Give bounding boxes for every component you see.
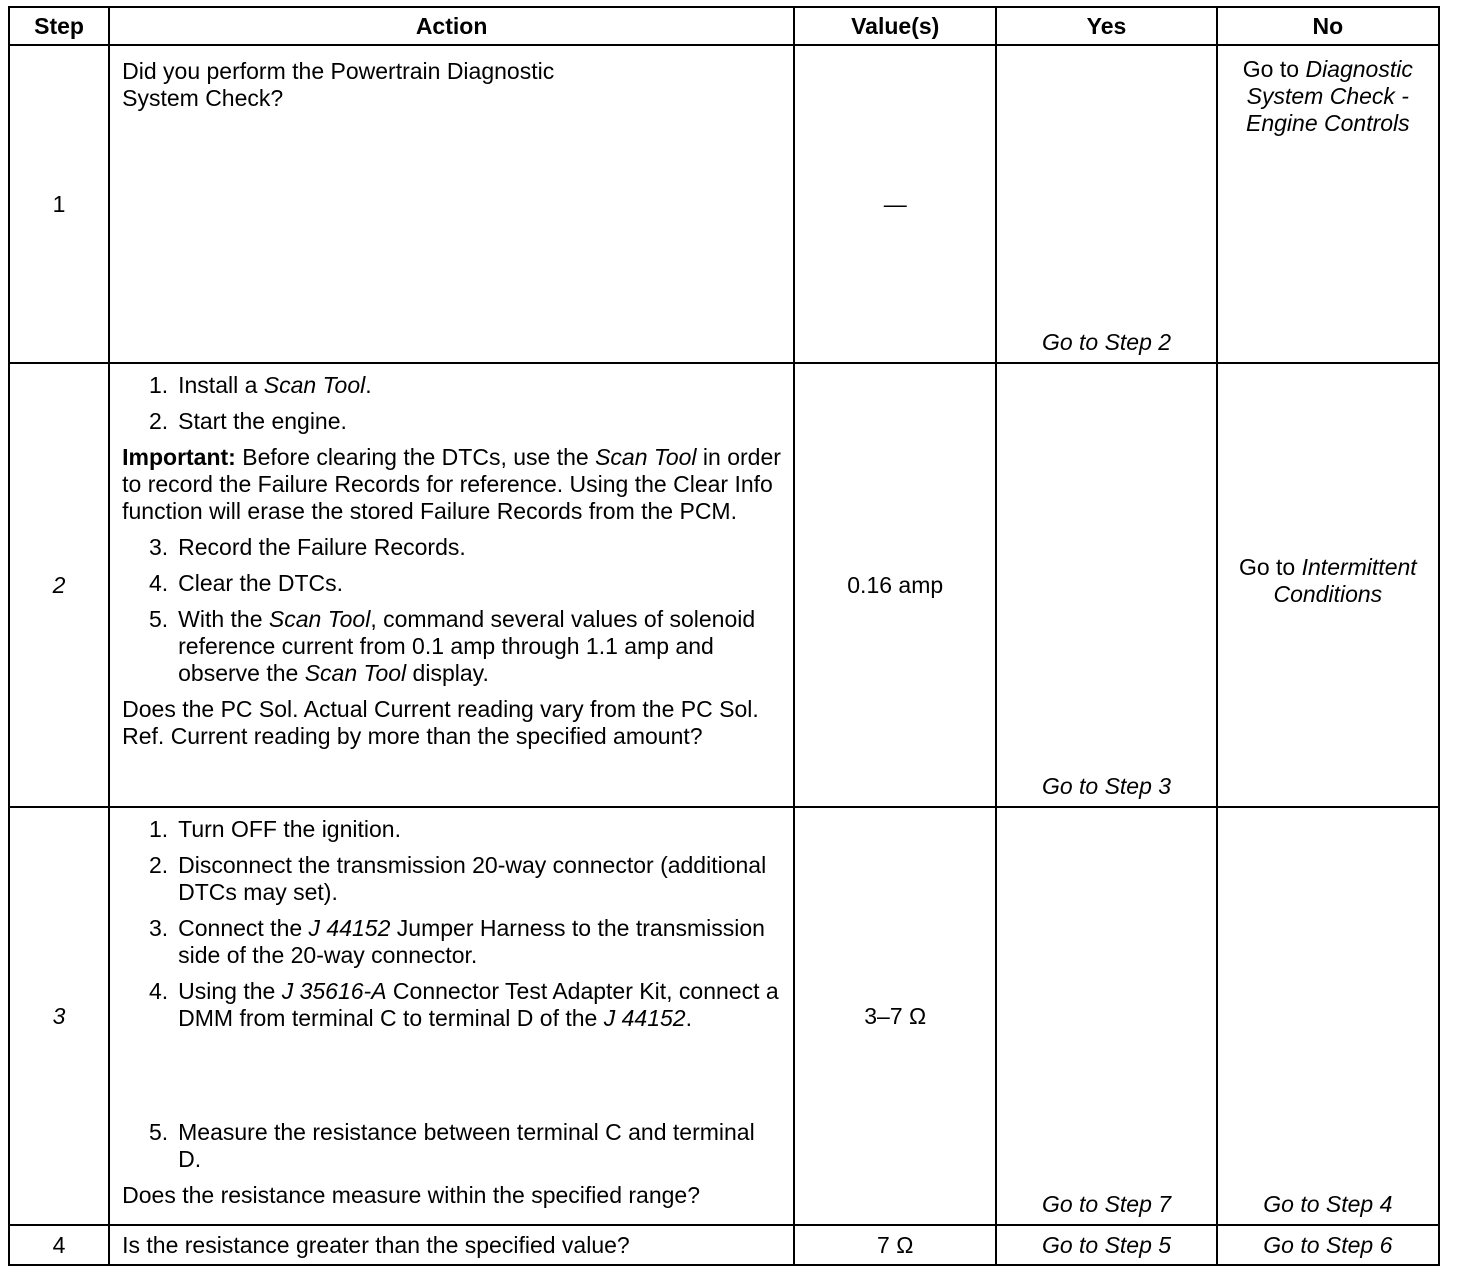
important-note: Important: Before clearing the DTCs, use the Scan Tool in order to record the Failure Records for reference. Using the Clear Info function will erase the stored Failure Records from the PCM. — [122, 444, 781, 524]
header-step: Step — [9, 7, 109, 45]
value-cell: 3–7 Ω — [794, 807, 996, 1225]
header-values: Value(s) — [794, 7, 996, 45]
list-item: 1. Turn OFF the ignition. — [148, 816, 401, 842]
yes-link[interactable]: Go to Step 2 — [1041, 329, 1172, 355]
list-item: 2. Disconnect the transmission 20-way connector (additional DTCs may set). — [148, 852, 767, 905]
yes-link[interactable]: Go to Step 3 — [1041, 773, 1172, 799]
action-steps — [122, 1119, 783, 1173]
question-text: Does the resistance measure within the specified range? — [122, 1182, 700, 1208]
action-cell — [109, 45, 794, 363]
no-link[interactable]: Intermittent — [1301, 554, 1417, 580]
value-cell: 7 Ω — [794, 1225, 996, 1265]
yes-cell — [996, 45, 1216, 363]
no-cell — [1217, 363, 1439, 807]
header-yes: Yes — [996, 7, 1216, 45]
action-steps — [122, 534, 783, 687]
action-text: Did you perform the Powertrain Diagnostic — [122, 58, 555, 84]
yes-link[interactable]: Go to Step 7 — [1041, 1191, 1172, 1217]
no-link[interactable]: System Check - — [1246, 83, 1409, 109]
question-text: Does the PC Sol. Actual Current reading vary from the PC Sol. Ref. Current reading by more than the specified amount? — [122, 696, 759, 749]
no-link[interactable]: Go to Step 6 — [1217, 1225, 1439, 1265]
header-action: Action — [109, 7, 794, 45]
no-cell — [1217, 807, 1439, 1225]
step-number: 2 — [9, 363, 109, 807]
yes-cell — [996, 363, 1216, 807]
no-prefix: Go to — [1242, 56, 1300, 82]
value-cell: 0.16 amp — [794, 363, 996, 807]
step-number: 3 — [9, 807, 109, 1225]
no-cell — [1217, 45, 1439, 363]
list-item: 1. Install a Scan Tool. — [148, 372, 372, 398]
table-row — [9, 363, 1439, 807]
yes-cell — [996, 807, 1216, 1225]
diagnostic-table — [8, 6, 1440, 1266]
table-row — [9, 45, 1439, 363]
list-item: 4. Clear the DTCs. — [148, 570, 343, 596]
step-number: 1 — [9, 45, 109, 363]
action-cell — [109, 807, 794, 1225]
list-item: 5. With the Scan Tool, command several values of solenoid reference current from 0.1 amp through 1.1 amp and observe the Scan Tool display. — [148, 606, 756, 686]
value-cell: — — [794, 45, 996, 363]
no-link[interactable]: Conditions — [1273, 581, 1383, 607]
table-row — [9, 1225, 1439, 1265]
yes-link[interactable]: Go to Step 5 — [996, 1225, 1216, 1265]
no-link[interactable]: Diagnostic — [1305, 56, 1413, 82]
list-item: 2. Start the engine. — [148, 408, 347, 434]
list-item: 3. Connect the J 44152 Jumper Harness to the transmission side of the 20-way connector. — [148, 915, 765, 968]
action-text: System Check? — [122, 85, 284, 111]
no-link[interactable]: Engine Controls — [1246, 110, 1410, 136]
action-cell — [109, 363, 794, 807]
action-steps — [122, 372, 783, 435]
action-steps — [122, 816, 783, 1032]
header-no: No — [1217, 7, 1439, 45]
action-cell: Is the resistance greater than the specified value? — [109, 1225, 794, 1265]
list-item: 4. Using the J 35616-A Connector Test Adapter Kit, connect a DMM from terminal C to terminal D of the J 44152. — [148, 978, 779, 1031]
list-item: 3. Record the Failure Records. — [148, 534, 466, 560]
list-item: 5. Measure the resistance between terminal C and terminal D. — [148, 1119, 755, 1172]
no-prefix: Go to — [1238, 554, 1296, 580]
no-link[interactable]: Go to Step 4 — [1263, 1191, 1393, 1217]
step-number: 4 — [9, 1225, 109, 1265]
header-row — [9, 7, 1439, 45]
table-row — [9, 807, 1439, 1225]
